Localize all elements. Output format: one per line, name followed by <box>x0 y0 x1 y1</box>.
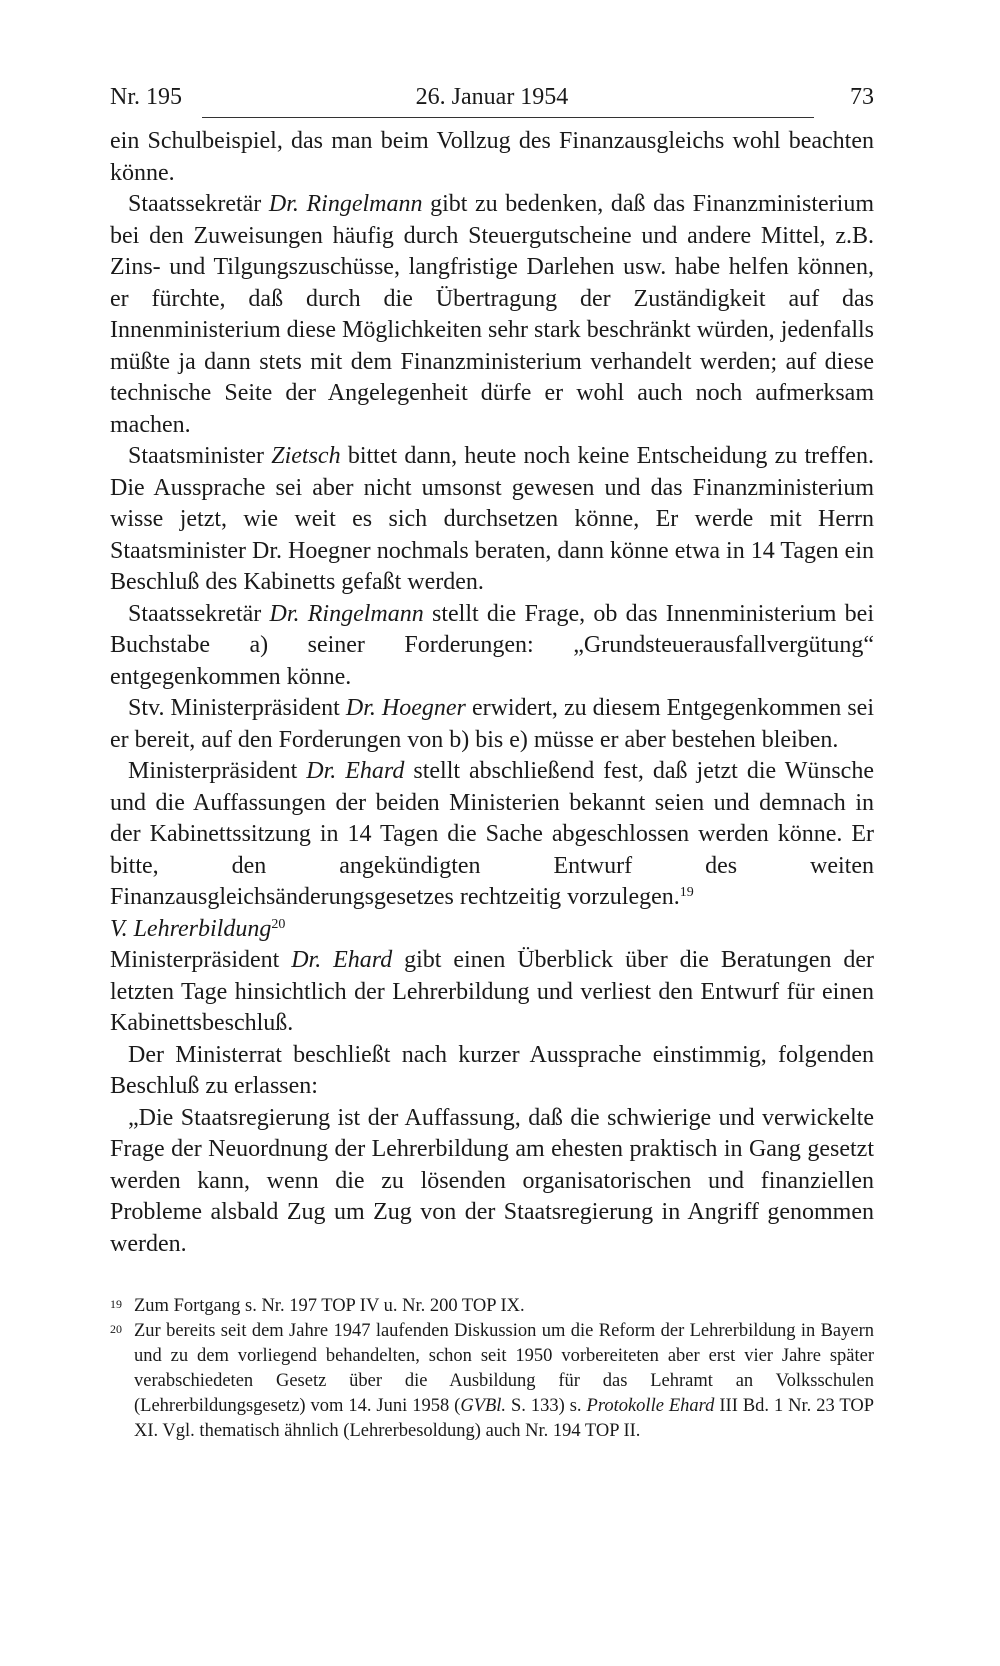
speaker-name: Dr. Ehard <box>306 758 405 784</box>
paragraph: Ministerpräsident Dr. Ehard gibt einen Überblick über die Beratungen der letzten Tage hinsichtlich der Lehrerbildung und verliest den Entwurf für einen Kabinettsbeschluß. <box>110 947 874 1036</box>
speaker-name: Dr. Ringelmann <box>268 191 423 217</box>
header-rule <box>202 117 814 118</box>
header-date: 26. Januar 1954 <box>415 84 569 110</box>
paragraph: Staatssekretär Dr. Ringelmann stellt die Frage, ob das Innenministerium bei Buchstabe a) seiner Forderungen: „Grundsteuerausfallvergütung“ entgegenkommen könne. <box>110 600 874 690</box>
speaker-name: Zietsch <box>271 443 341 469</box>
paragraph: Ministerpräsident Dr. Ehard stellt abschließend fest, daß jetzt die Wünsche und die Auffassungen der beiden Ministerien bekannt seien und demnach in der Kabinettssitzung in 14 Tagen die Sache abgeschlossen werden könne. Er bitte, den angekündigten Entwurf des weiten Finanzausgleichsänderungsgesetzes rechtzeitig vorzulegen.$^{19}$ <box>110 758 874 910</box>
document-page <box>110 80 874 1444</box>
footnotes <box>110 1294 874 1444</box>
section-title: V. Lehrerbildung$^{20}$ <box>110 915 286 942</box>
page-number: 73 <box>850 84 874 110</box>
footnote-ref[interactable]: 19 <box>679 885 694 900</box>
running-header <box>110 80 874 120</box>
footnote <box>110 1319 874 1444</box>
footnote-ref[interactable]: 20 <box>271 916 286 932</box>
body-text <box>110 126 874 1260</box>
paragraph: Stv. Ministerpräsident Dr. Hoegner erwidert, zu diesem Entgegenkommen sei er bereit, auf den Forderungen von b) bis e) müsse er aber bestehen bleiben. <box>110 695 875 753</box>
document-number: Nr. 195 <box>110 84 182 110</box>
paragraph: ein Schulbeispiel, das man beim Vollzug des Finanzausgleichs wohl beachten könne. <box>110 128 874 186</box>
paragraph: Staatssekretär Dr. Ringelmann gibt zu bedenken, daß das Finanzministerium bei den Zuweisungen häufig durch Steuergutscheine und andere Mittel, z.B. Zins- und Tilgungszuschüsse, langfristige Darlehen usw. habe helfen können, er fürchte, daß durch die Übertragung der Zuständigkeit auf das Innenministerium diese Möglichkeiten sehr stark beschränkt würden, jedenfalls müßte ja dann stets mit dem Finanzministerium verhandelt werden; auf diese technische Seite der Angelegenheit dürfe er wohl auch noch aufmerksam machen. <box>110 191 874 438</box>
footnote-text: Zum Fortgang s. Nr. 197 TOP IV u. Nr. 200 TOP IX. <box>134 1296 525 1316</box>
speaker-name: Dr. Hoegner <box>345 695 466 721</box>
footnote-number: 19 <box>110 1297 122 1311</box>
paragraph: „Die Staatsregierung ist der Auffassung, daß die schwierige und verwickelte Frage der Neuordnung der Lehrerbildung am ehesten praktisch in Gang gesetzt werden kann, wenn die zu lösenden organisatorischen und finanziellen Probleme alsbald Zug um Zug von der Staatsregierung in Angriff genommen werden. <box>110 1104 874 1257</box>
paragraph: Staatsminister Zietsch bittet dann, heute noch keine Entscheidung zu treffen. Die Aussprache sei aber nicht umsonst gewesen und das Finanzministerium wisse jetzt, wie weit es sich durchsetzen könne, Er werde mit Herrn Staatsminister Dr. Hoegner nochmals beraten, dann könne etwa in 14 Tagen ein Beschluß des Kabinetts gefaßt werden. <box>110 443 875 595</box>
speaker-name: Dr. Ringelmann <box>269 600 424 627</box>
paragraph: Der Ministerrat beschließt nach kurzer Aussprache einstimmig, folgenden Beschluß zu erlassen: <box>110 1041 874 1099</box>
footnote-text: Zur bereits seit dem Jahre 1947 laufenden Diskussion um die Reform der Lehrerbildung in Bayern und zu dem vorliegend behandelten, schon seit 1950 vorbereiteten aber erst vier Jahre später verabschiedeten Gesetz über die Ausbildung für das Lehramt an Volksschulen (Lehrerbildungsgesetz) vom 14. Juni 1958 (GVBl. S. 133) s. Protokolle Ehard III Bd. 1 Nr. 23 TOP XI. Vgl. thematisch ähnlich (Lehrerbesoldung) auch Nr. 194 TOP II. <box>134 1321 874 1441</box>
speaker-name: Dr. Ehard <box>291 947 393 973</box>
footnote <box>110 1294 874 1319</box>
footnote-number: 20 <box>110 1322 122 1336</box>
